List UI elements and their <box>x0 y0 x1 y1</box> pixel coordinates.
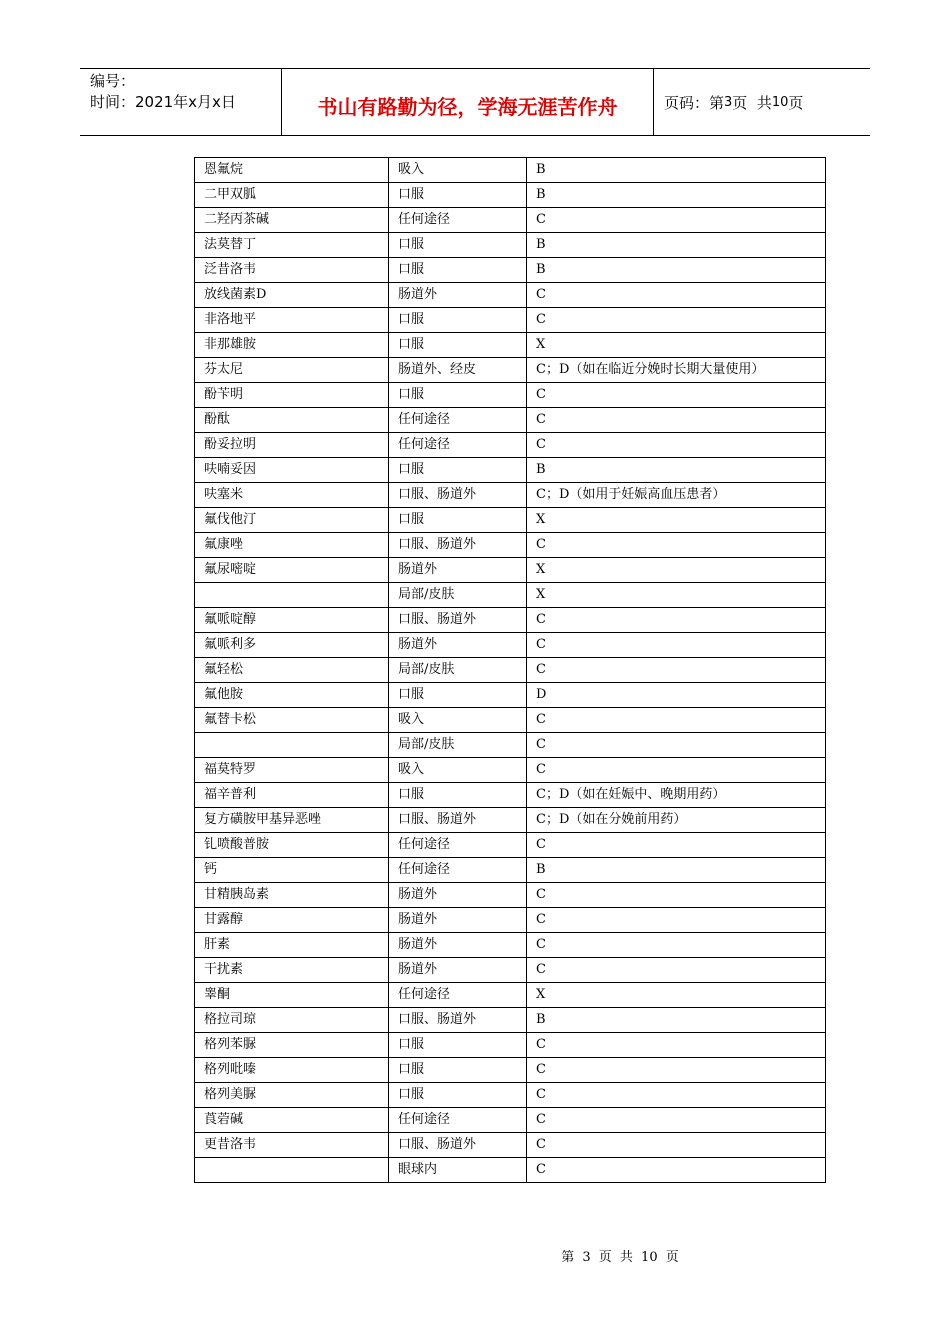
route-cell: 吸入 <box>389 158 527 183</box>
category-cell: C <box>527 658 826 683</box>
table-row <box>195 1083 826 1108</box>
table-row <box>195 708 826 733</box>
drug-name-cell: 氟替卡松 <box>195 708 389 733</box>
table-row <box>195 733 826 758</box>
category-cell: C <box>527 1133 826 1158</box>
route-cell: 吸入 <box>389 758 527 783</box>
route-cell: 口服 <box>389 683 527 708</box>
drug-name-cell <box>195 733 389 758</box>
route-cell: 口服、肠道外 <box>389 533 527 558</box>
table-row <box>195 258 826 283</box>
header-motto: 书山有路勤为径，学海无涯苦作舟 <box>282 69 654 135</box>
drug-name-cell: 呋塞米 <box>195 483 389 508</box>
drug-name-cell: 甘露醇 <box>195 908 389 933</box>
route-cell: 肠道外 <box>389 908 527 933</box>
drug-name-cell: 放线菌素D <box>195 283 389 308</box>
category-cell: C <box>527 933 826 958</box>
table-row <box>195 908 826 933</box>
category-cell: C <box>527 608 826 633</box>
drug-name-cell: 呋喃妥因 <box>195 458 389 483</box>
route-cell: 局部/皮肤 <box>389 658 527 683</box>
table-row <box>195 958 826 983</box>
category-cell: C <box>527 733 826 758</box>
route-cell: 任何途径 <box>389 1108 527 1133</box>
table-row <box>195 758 826 783</box>
drug-name-cell: 肝素 <box>195 933 389 958</box>
category-cell: C <box>527 883 826 908</box>
table-row <box>195 483 826 508</box>
drug-name-cell: 二甲双胍 <box>195 183 389 208</box>
category-cell: C <box>527 433 826 458</box>
table-row <box>195 158 826 183</box>
page-total: 10 <box>771 94 789 110</box>
category-cell: D <box>527 683 826 708</box>
category-cell: C；D（如在临近分娩时长期大量使用） <box>527 358 826 383</box>
route-cell: 口服 <box>389 458 527 483</box>
page-header <box>80 68 870 136</box>
table-row <box>195 183 826 208</box>
document-time-label: 时间：2021年x月x日 <box>90 93 236 111</box>
category-cell: B <box>527 858 826 883</box>
drug-name-cell: 非洛地平 <box>195 308 389 333</box>
category-cell: C；D（如用于妊娠高血压患者） <box>527 483 826 508</box>
route-cell: 任何途径 <box>389 858 527 883</box>
route-cell: 口服 <box>389 383 527 408</box>
category-cell: B <box>527 458 826 483</box>
table-row <box>195 608 826 633</box>
table-row <box>195 208 826 233</box>
route-cell: 口服 <box>389 1083 527 1108</box>
drug-name-cell: 酚苄明 <box>195 383 389 408</box>
route-cell: 肠道外 <box>389 933 527 958</box>
route-cell: 口服 <box>389 183 527 208</box>
route-cell: 口服、肠道外 <box>389 1008 527 1033</box>
route-cell: 任何途径 <box>389 833 527 858</box>
category-cell: C；D（如在分娩前用药） <box>527 808 826 833</box>
category-cell: C <box>527 1058 826 1083</box>
route-cell: 口服 <box>389 233 527 258</box>
route-cell: 任何途径 <box>389 983 527 1008</box>
page-prefix: 页码：第 <box>664 93 725 112</box>
table-row <box>195 333 826 358</box>
route-cell: 任何途径 <box>389 208 527 233</box>
category-cell: C <box>527 1158 826 1183</box>
drug-name-cell: 格列吡嗪 <box>195 1058 389 1083</box>
category-cell: C <box>527 1033 826 1058</box>
drug-name-cell: 二羟丙茶碱 <box>195 208 389 233</box>
drug-name-cell: 格列苯脲 <box>195 1033 389 1058</box>
drug-name-cell: 干扰素 <box>195 958 389 983</box>
table-row <box>195 1033 826 1058</box>
drug-name-cell: 更昔洛韦 <box>195 1133 389 1158</box>
page-mid: 页 共 <box>732 93 772 112</box>
category-cell: C <box>527 1108 826 1133</box>
category-cell: C <box>527 908 826 933</box>
table-row <box>195 783 826 808</box>
route-cell: 吸入 <box>389 708 527 733</box>
route-cell: 口服、肠道外 <box>389 1133 527 1158</box>
table-row <box>195 408 826 433</box>
table-row <box>195 283 826 308</box>
table-row <box>195 508 826 533</box>
page-suffix: 页 <box>788 93 804 112</box>
table-row <box>195 658 826 683</box>
table-row <box>195 833 826 858</box>
drug-name-cell: 格拉司琼 <box>195 1008 389 1033</box>
page-footer: 第 3 页 共 10 页 <box>561 1250 679 1265</box>
category-cell: C <box>527 533 826 558</box>
route-cell: 局部/皮肤 <box>389 583 527 608</box>
header-page-number <box>654 69 870 135</box>
table-row <box>195 933 826 958</box>
route-cell: 口服、肠道外 <box>389 483 527 508</box>
table-row <box>195 808 826 833</box>
category-cell: B <box>527 183 826 208</box>
table-row <box>195 458 826 483</box>
drug-pregnancy-category-table <box>194 157 826 1183</box>
table-row <box>195 1133 826 1158</box>
drug-name-cell: 复方磺胺甲基异恶唑 <box>195 808 389 833</box>
category-cell: C；D（如在妊娠中、晚期用药） <box>527 783 826 808</box>
route-cell: 肠道外 <box>389 283 527 308</box>
table-row <box>195 1158 826 1183</box>
drug-name-cell: 泛昔洛韦 <box>195 258 389 283</box>
table-row <box>195 308 826 333</box>
page-current: 3 <box>724 94 733 110</box>
drug-name-cell: 甘精胰岛素 <box>195 883 389 908</box>
route-cell: 口服 <box>389 258 527 283</box>
table-row <box>195 1058 826 1083</box>
table-row <box>195 233 826 258</box>
table-body <box>195 158 826 1183</box>
category-cell: C <box>527 1083 826 1108</box>
route-cell: 口服 <box>389 783 527 808</box>
drug-name-cell: 酚妥拉明 <box>195 433 389 458</box>
category-cell: X <box>527 508 826 533</box>
drug-name-cell: 氟轻松 <box>195 658 389 683</box>
category-cell: C <box>527 958 826 983</box>
category-cell: B <box>527 233 826 258</box>
drug-name-cell: 福莫特罗 <box>195 758 389 783</box>
route-cell: 肠道外、经皮 <box>389 358 527 383</box>
drug-name-cell: 法莫替丁 <box>195 233 389 258</box>
table-row <box>195 1108 826 1133</box>
table-row <box>195 883 826 908</box>
table-row <box>195 558 826 583</box>
drug-name-cell: 氟哌啶醇 <box>195 608 389 633</box>
category-cell: B <box>527 158 826 183</box>
route-cell: 肠道外 <box>389 633 527 658</box>
table-row <box>195 633 826 658</box>
category-cell: B <box>527 1008 826 1033</box>
drug-name-cell: 睾酮 <box>195 983 389 1008</box>
category-cell: C <box>527 208 826 233</box>
table-row <box>195 983 826 1008</box>
route-cell: 局部/皮肤 <box>389 733 527 758</box>
route-cell: 肠道外 <box>389 958 527 983</box>
drug-name-cell: 氟伐他汀 <box>195 508 389 533</box>
drug-name-cell: 格列美脲 <box>195 1083 389 1108</box>
route-cell: 口服 <box>389 1033 527 1058</box>
category-cell: X <box>527 333 826 358</box>
route-cell: 口服 <box>389 333 527 358</box>
route-cell: 肠道外 <box>389 558 527 583</box>
drug-name-cell: 氟哌利多 <box>195 633 389 658</box>
route-cell: 口服、肠道外 <box>389 608 527 633</box>
category-cell: C <box>527 383 826 408</box>
drug-name-cell: 非那雄胺 <box>195 333 389 358</box>
category-cell: B <box>527 258 826 283</box>
table-row <box>195 858 826 883</box>
route-cell: 眼球内 <box>389 1158 527 1183</box>
table-row <box>195 683 826 708</box>
category-cell: X <box>527 983 826 1008</box>
drug-name-cell: 莨菪碱 <box>195 1108 389 1133</box>
route-cell: 口服 <box>389 1058 527 1083</box>
route-cell: 任何途径 <box>389 433 527 458</box>
route-cell: 口服、肠道外 <box>389 808 527 833</box>
table-row <box>195 1008 826 1033</box>
category-cell: C <box>527 408 826 433</box>
table-row <box>195 533 826 558</box>
drug-name-cell: 芬太尼 <box>195 358 389 383</box>
category-cell: C <box>527 708 826 733</box>
drug-name-cell <box>195 1158 389 1183</box>
drug-name-cell: 氟他胺 <box>195 683 389 708</box>
drug-name-cell: 氟康唑 <box>195 533 389 558</box>
route-cell: 任何途径 <box>389 408 527 433</box>
drug-name-cell: 福辛普利 <box>195 783 389 808</box>
route-cell: 口服 <box>389 308 527 333</box>
table-row <box>195 433 826 458</box>
table-row <box>195 583 826 608</box>
category-cell: C <box>527 283 826 308</box>
category-cell: X <box>527 583 826 608</box>
table-row <box>195 358 826 383</box>
drug-name-cell <box>195 583 389 608</box>
document-number-label: 编号： <box>90 72 136 90</box>
category-cell: C <box>527 633 826 658</box>
route-cell: 肠道外 <box>389 883 527 908</box>
drug-name-cell: 钆喷酸普胺 <box>195 833 389 858</box>
drug-name-cell: 氟尿嘧啶 <box>195 558 389 583</box>
drug-name-cell: 恩氟烷 <box>195 158 389 183</box>
table-row <box>195 383 826 408</box>
header-left-cell <box>80 69 282 135</box>
category-cell: C <box>527 758 826 783</box>
category-cell: C <box>527 308 826 333</box>
route-cell: 口服 <box>389 508 527 533</box>
category-cell: C <box>527 833 826 858</box>
drug-name-cell: 钙 <box>195 858 389 883</box>
category-cell: X <box>527 558 826 583</box>
drug-name-cell: 酚酞 <box>195 408 389 433</box>
